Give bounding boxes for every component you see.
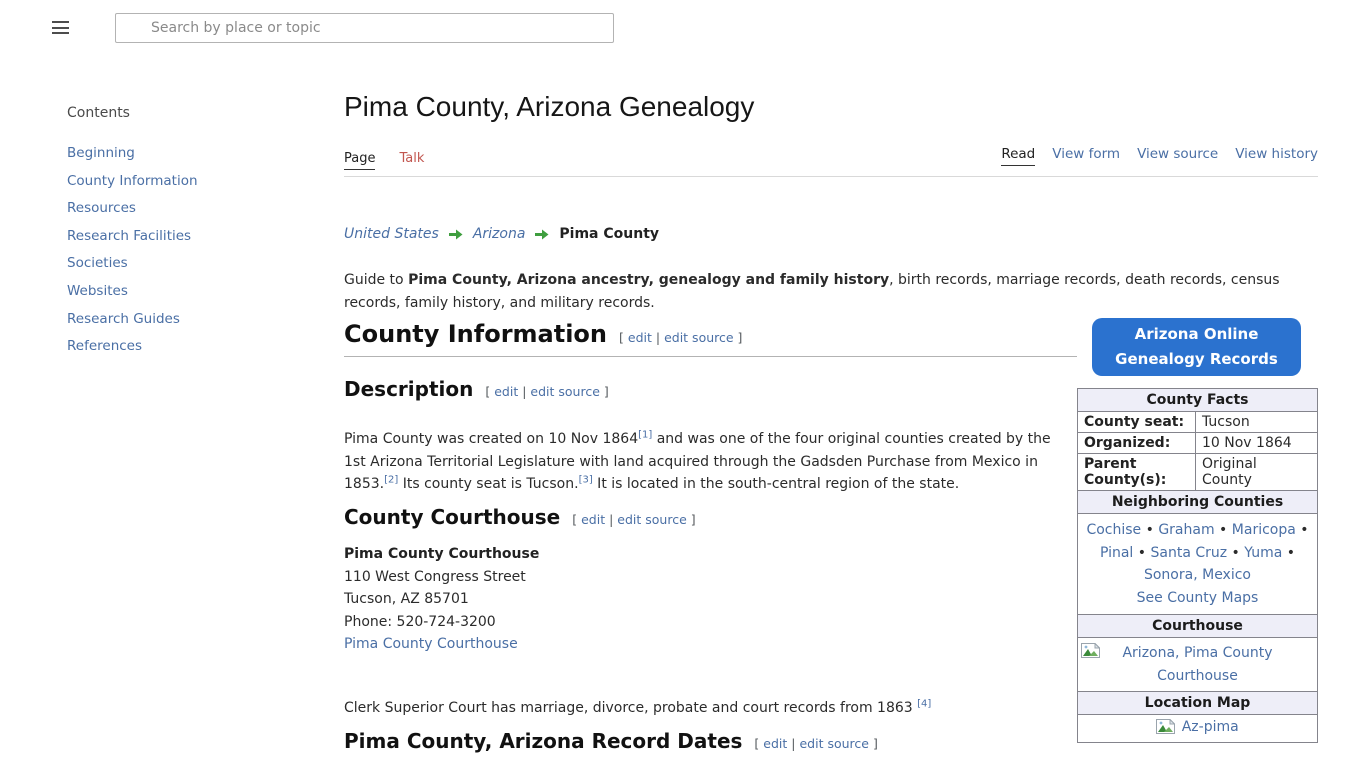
section-title: County Information [344,320,608,348]
neighboring-counties-list: Cochise • Graham • Maricopa • Pinal • Santa Cruz • Yuma • Sonora, Mexico [1086,522,1309,583]
page-title: Pima County, Arizona Genealogy [344,91,755,122]
neighboring-county-link[interactable]: Pinal [1099,544,1134,561]
fact-label: County seat: [1078,412,1196,433]
broken-image-icon [1156,722,1179,738]
footnote-ref-1[interactable]: [1] [638,429,653,441]
breadcrumb-united-states[interactable]: United States [344,226,439,242]
table-row [1078,412,1318,433]
contents-heading: Contents [67,105,130,121]
intro-paragraph [344,269,1294,314]
section-record-dates: Pima County, Arizona Record Dates [ edit | edit source ] [344,729,878,753]
county-infobox [1077,388,1318,743]
sidebar-item-county-information[interactable]: County Information [67,172,198,189]
table-row [1078,454,1318,491]
menu-icon[interactable] [52,21,69,34]
breadcrumb-current: Pima County [559,226,660,242]
location-map-link[interactable]: Az-pima [1181,719,1239,735]
neighboring-county-link[interactable]: Santa Cruz [1150,544,1228,561]
arizona-online-genealogy-records-button[interactable]: Arizona Online Genealogy Records [1092,318,1301,376]
broken-image-icon [1081,643,1100,666]
tab-talk[interactable]: Talk [399,151,425,166]
courthouse-street: 110 West Congress Street [344,568,526,585]
edit-link[interactable]: edit [494,384,519,399]
sidebar-item-research-guides[interactable]: Research Guides [67,310,180,327]
intro-prefix: Guide to [344,272,409,288]
section-title: Pima County, Arizona Record Dates [344,729,743,753]
edit-source-link[interactable]: edit source [799,736,869,751]
edit-link[interactable]: edit [581,512,606,527]
location-map-header: Location Map [1078,692,1318,715]
edit-link[interactable]: edit [763,736,788,751]
courthouse-city: Tucson, AZ 85701 [344,591,469,608]
breadcrumb-arizona[interactable]: Arizona [472,226,526,242]
section-title: Description [344,377,474,401]
tab-page[interactable]: Page [344,151,375,170]
page-tabs [344,151,424,170]
header-divider [344,176,1318,177]
edit-link[interactable]: edit [627,330,652,345]
county-facts-header: County Facts [1078,389,1318,412]
sidebar-item-references[interactable]: References [67,338,143,355]
intro-suffix: , birth records, marriage records, death records, census records, family history, and military records. [344,272,1280,311]
search-input[interactable] [115,13,614,43]
neighboring-county-link[interactable]: Sonora, Mexico [1143,567,1251,583]
courthouse-image-link[interactable]: Arizona, Pima County Courthouse [1122,645,1273,684]
intro-bold: Pima County, Arizona ancestry, genealogy and family history [408,272,890,288]
neighboring-counties-cell [1078,514,1318,615]
section-description: Description [ edit | edit source ] [344,377,609,401]
neighboring-county-link[interactable]: Maricopa [1231,522,1296,538]
neighboring-county-link[interactable]: Yuma [1244,544,1283,561]
neighboring-county-link[interactable]: Cochise [1086,522,1142,538]
footnote-ref-3[interactable]: [3] [578,474,593,486]
location-map-cell [1078,715,1318,743]
description-paragraph: Pima County was created on 10 Nov 1864[1] and was one of the four original counties created by the 1st Arizona Territorial Legislature with land acquired through the Gadsden Purchase from Mexico in 1853.[2] Its county seat is Tucson.[3] It is located in the south-central region of the state. [344,429,1051,492]
section-title: County Courthouse [344,505,561,529]
fact-label: Organized: [1078,433,1196,454]
neighboring-county-link[interactable]: Graham [1158,522,1215,538]
courthouse-address [344,543,539,656]
view-actions [1001,146,1318,166]
courthouse-name: Pima County Courthouse [344,546,540,562]
edit-source-link[interactable]: edit source [530,384,600,399]
sidebar-item-research-facilities[interactable]: Research Facilities [67,227,192,244]
sidebar-item-beginning[interactable]: Beginning [67,145,135,161]
view-form-link[interactable]: View form [1052,146,1121,162]
edit-source-link[interactable]: edit source [664,330,734,345]
courthouse-website-link[interactable]: Pima County Courthouse [344,636,518,653]
read-link[interactable]: Read [1001,146,1035,166]
courthouse-phone: Phone: 520-724-3200 [344,613,496,630]
fact-value: Original County [1196,454,1318,491]
table-row [1078,433,1318,454]
fact-label: Parent County(s): [1078,454,1196,491]
neighboring-counties-header: Neighboring Counties [1078,491,1318,514]
breadcrumb-arrow-icon [449,229,463,240]
section-county-information: County Information [ edit | edit source ] [344,320,1077,357]
breadcrumb [344,226,659,242]
see-county-maps-link[interactable]: See County Maps [1136,589,1259,606]
breadcrumb-arrow-icon [535,229,549,240]
clerk-note: Clerk Superior Court has marriage, divorce, probate and court records from 1863 [4] [344,698,932,716]
section-county-courthouse: County Courthouse [ edit | edit source ] [344,505,696,529]
fact-value: Tucson [1196,412,1318,433]
courthouse-header: Courthouse [1078,615,1318,638]
fact-value: 10 Nov 1864 [1196,433,1318,454]
courthouse-image-cell [1078,638,1318,692]
sidebar-item-websites[interactable]: Websites [67,282,128,299]
sidebar-item-resources[interactable]: Resources [67,200,136,217]
view-source-link[interactable]: View source [1137,146,1219,162]
view-history-link[interactable]: View history [1235,146,1318,162]
sidebar-item-societies[interactable]: Societies [67,255,128,272]
footnote-ref-2[interactable]: [2] [384,474,399,486]
footnote-ref-4[interactable]: [4] [917,698,932,710]
contents-nav [67,140,198,361]
edit-source-link[interactable]: edit source [617,512,687,527]
